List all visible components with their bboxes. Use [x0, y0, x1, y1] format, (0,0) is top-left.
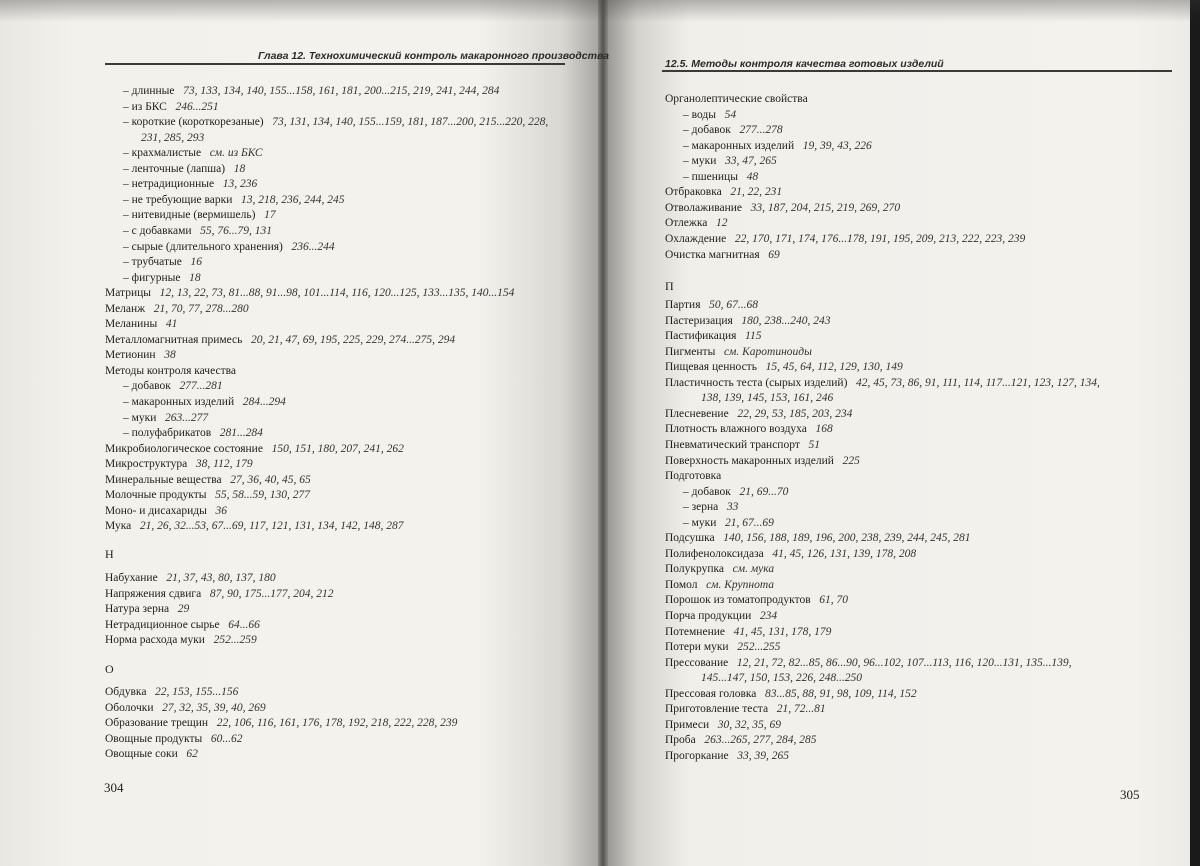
index-entry [123, 379, 223, 393]
index-pages: 27, 32, 35, 39, 40, 269 [162, 701, 266, 714]
index-pages: 252...259 [213, 634, 257, 647]
index-entry [665, 593, 848, 607]
index-term: Охлаждение [665, 232, 727, 245]
index-pages: 168 [815, 423, 833, 436]
index-entry [105, 571, 276, 585]
right-head-rule [662, 70, 1172, 72]
index-entry [105, 504, 227, 518]
index-entry [105, 473, 311, 487]
index-term: Отлежка [665, 217, 708, 230]
index-pages: 29 [177, 603, 190, 616]
index-pages: 231, 285, 293 [141, 131, 205, 144]
index-pages: 36 [215, 504, 227, 517]
index-entry [105, 618, 260, 632]
index-pages: 27, 36, 40, 45, 65 [230, 473, 311, 486]
index-term: Отбраковка [665, 186, 722, 199]
index-pages: 277...281 [179, 380, 223, 393]
index-term: Натура зерна [105, 603, 170, 616]
index-entry [105, 286, 514, 300]
right-page-number: 305 [1120, 787, 1140, 802]
index-pages: см. Крупнота [706, 578, 775, 591]
index-term: Прогоркание [665, 749, 729, 762]
index-term: Очистка магнитная [665, 248, 760, 261]
index-entry [665, 609, 777, 623]
index-pages: 284...294 [242, 396, 286, 408]
index-term: – крахмалистые [123, 147, 202, 160]
section-letter-n: Н [105, 547, 114, 561]
index-term: – зерна [683, 501, 719, 514]
index-term: – с добавками [123, 224, 192, 237]
index-term: Пневматический транспорт [665, 438, 800, 451]
index-term: Микробиологическое состояние [105, 442, 263, 455]
index-term: – из БКС [123, 100, 167, 113]
index-pages: 55, 58...59, 130, 277 [215, 489, 310, 502]
index-term: Примеси [665, 718, 710, 731]
index-term: Меланины [105, 318, 158, 331]
index-entry [105, 633, 257, 647]
index-entry [105, 732, 242, 746]
index-pages: 252...255 [737, 641, 781, 654]
index-pages: 150, 151, 180, 207, 241, 262 [271, 442, 404, 455]
index-pages: см. из БКС [209, 147, 263, 160]
index-entry [665, 733, 817, 747]
index-entry [105, 364, 236, 378]
index-term: Пигменты [665, 345, 716, 358]
index-term: – воды [683, 108, 716, 121]
index-term: Партия [665, 299, 701, 311]
index-entry [123, 100, 219, 114]
index-term: – нитевидные (вермишель) [123, 209, 256, 222]
index-pages: 41, 45, 131, 178, 179 [733, 625, 832, 638]
index-term: Метионин [105, 349, 156, 362]
index-entry [123, 255, 202, 269]
index-entry [683, 516, 774, 530]
index-term: – добавок [123, 380, 171, 393]
index-entry [665, 469, 721, 483]
index-entry [123, 84, 499, 98]
index-pages: 83...85, 88, 91, 98, 109, 114, 152 [765, 687, 917, 700]
index-term: Оболочки [105, 701, 154, 714]
index-term: – добавок [683, 124, 731, 137]
index-pages: 18 [189, 271, 201, 284]
index-entry [665, 454, 860, 468]
index-pages: 21, 72...81 [776, 703, 826, 716]
index-term: – добавок [683, 485, 731, 498]
index-entry [105, 747, 198, 761]
index-term: – полуфабрикатов [123, 427, 212, 440]
index-pages: 55, 76...79, 131 [200, 224, 273, 237]
index-term: Приготовление теста [665, 703, 769, 716]
index-entry [683, 123, 783, 137]
index-term: Методы контроля качества [105, 364, 236, 377]
index-pages: 62 [186, 748, 198, 761]
index-term: Пластичность теста (сырых изделий) [665, 376, 848, 389]
index-entry [665, 92, 808, 106]
index-entry [701, 671, 862, 685]
index-term: Порошок из томатопродуктов [665, 594, 811, 607]
index-pages: 138, 139, 145, 153, 161, 246 [701, 392, 834, 405]
index-term: – трубчатые [123, 256, 182, 269]
index-entry [123, 224, 272, 238]
index-pages: 21, 26, 32...53, 67...69, 117, 121, 131, 134, 142, 148, 287 [139, 520, 404, 533]
index-pages: 13, 236 [222, 178, 258, 191]
index-entry [105, 519, 404, 533]
index-entry [123, 411, 208, 425]
index-entry [683, 108, 736, 122]
index-term: Овощные продукты [105, 732, 203, 745]
index-pages: 61, 70 [819, 594, 849, 607]
index-term: – нетрадиционные [123, 178, 215, 191]
index-entry [665, 625, 831, 639]
index-pages: 33, 47, 265 [725, 155, 777, 168]
index-term: Обдувка [105, 686, 147, 698]
index-term: Микроструктура [105, 458, 188, 471]
index-entry [123, 395, 286, 409]
index-pages: 38 [164, 349, 176, 362]
section-letter-p: П [665, 279, 674, 293]
index-pages: 225 [842, 454, 860, 467]
index-pages: 33, 39, 265 [737, 749, 790, 762]
index-entry [105, 348, 176, 362]
index-term: Моно- и дисахариды [105, 504, 207, 517]
index-term: Овощные соки [105, 748, 178, 761]
index-term: Прессовая головка [665, 687, 757, 700]
index-entry [105, 587, 333, 601]
index-entry [683, 170, 758, 184]
index-pages: 234 [759, 610, 778, 622]
index-pages: 50, 67...68 [709, 299, 758, 311]
index-pages: 263...277 [165, 411, 209, 424]
index-entry [683, 139, 872, 153]
index-entry [665, 201, 900, 215]
index-entry [683, 154, 777, 168]
index-entry [665, 298, 758, 312]
index-entry [665, 749, 789, 763]
index-entry [123, 146, 263, 160]
index-pages: см. Каротиноиды [723, 345, 812, 358]
index-pages: 16 [190, 256, 202, 269]
index-term: Набухание [105, 572, 158, 584]
index-pages: 263...265, 277, 284, 285 [704, 734, 817, 747]
index-pages: 281...284 [219, 427, 263, 440]
index-term: Полифенолоксидаза [665, 547, 764, 560]
index-pages: 21, 37, 43, 80, 137, 180 [166, 572, 276, 584]
index-entry [701, 391, 833, 405]
index-pages: 33 [726, 501, 739, 514]
index-term: – короткие (короткорезаные) [123, 116, 264, 129]
index-entry [123, 426, 263, 440]
index-term: Проба [665, 734, 696, 747]
left-running-head: Глава 12. Технохимический контроль макаронного производства [258, 50, 610, 62]
index-pages: 22, 170, 171, 174, 176...178, 191, 195, 209, 213, 222, 223, 239 [734, 232, 1026, 245]
index-term: Пищевая ценность [665, 361, 757, 374]
index-pages: 51 [808, 438, 820, 451]
index-entry [683, 485, 788, 499]
index-entry [105, 488, 310, 502]
index-entry [105, 333, 455, 347]
index-entry [123, 208, 276, 222]
index-pages: 20, 21, 47, 69, 195, 225, 229, 274...275, 294 [251, 333, 456, 346]
index-pages: 64...66 [228, 618, 260, 631]
index-entry [665, 407, 852, 421]
index-entry [665, 687, 917, 701]
index-entry [123, 240, 335, 254]
index-pages: 48 [746, 170, 759, 183]
index-pages: 87, 90, 175...177, 204, 212 [209, 587, 334, 600]
index-pages: 60...62 [210, 732, 243, 745]
index-term: Подсушка [665, 532, 715, 545]
index-term: Металломагнитная примесь [105, 333, 243, 346]
index-term: Пастеризация [665, 314, 733, 327]
index-entry [665, 376, 1100, 390]
index-entry [123, 271, 201, 285]
index-entry [123, 162, 245, 176]
index-pages: см. мука [732, 563, 775, 576]
index-term: Мука [105, 520, 132, 533]
index-entry [665, 656, 1072, 670]
book-gutter [598, 0, 608, 866]
index-pages: 73, 131, 134, 140, 155...159, 181, 187...200, 215...220, 228, [272, 116, 549, 129]
index-entry [105, 716, 457, 730]
index-pages: 236...244 [291, 240, 335, 253]
index-pages: 21, 69...70 [739, 485, 789, 498]
index-pages: 33, 187, 204, 215, 219, 269, 270 [750, 201, 901, 214]
index-entry [665, 718, 781, 732]
index-term: – длинные [123, 85, 175, 97]
index-term: – ленточные (лапша) [123, 162, 226, 175]
index-entry [665, 314, 831, 328]
index-term: Матрицы [105, 287, 151, 300]
index-term: Минеральные вещества [105, 473, 222, 486]
index-pages: 22, 106, 116, 161, 176, 178, 192, 218, 222, 228, 239 [216, 717, 458, 730]
index-entry [665, 329, 761, 343]
index-pages: 145...147, 150, 153, 226, 248...250 [701, 672, 862, 685]
index-entry [123, 177, 257, 191]
index-term: Молочные продукты [105, 489, 207, 502]
index-entry [105, 701, 266, 715]
index-pages: 17 [264, 209, 276, 222]
left-page [0, 0, 598, 866]
index-entry [105, 442, 404, 456]
index-pages: 30, 32, 35, 69 [717, 718, 782, 731]
index-pages: 42, 45, 73, 86, 91, 111, 114, 117...121, 123, 127, 134, [856, 376, 1100, 389]
index-pages: 13, 218, 236, 244, 245 [241, 193, 345, 206]
index-pages: 21, 22, 231 [730, 186, 783, 199]
index-entry [665, 185, 782, 199]
index-term: Полукрупка [665, 563, 724, 576]
index-entry [665, 216, 727, 230]
index-entry [665, 578, 774, 592]
index-pages: 38, 112, 179 [195, 458, 253, 471]
index-pages: 19, 39, 43, 226 [802, 139, 872, 152]
index-entry [105, 317, 177, 331]
index-term: Меланж [105, 302, 146, 315]
index-pages: 41, 45, 126, 131, 139, 178, 208 [772, 547, 917, 560]
index-pages: 54 [724, 108, 737, 121]
section-letter-o: О [105, 662, 114, 676]
index-entry [683, 500, 738, 514]
index-entry [105, 685, 238, 699]
index-term: Прессование [665, 656, 729, 669]
index-term: Органолептические свойства [665, 93, 808, 105]
index-term: – макаронных изделий [683, 139, 795, 152]
index-term: Потемнение [665, 625, 725, 638]
cover-edge [1190, 0, 1200, 866]
index-entry [665, 438, 820, 452]
index-entry [105, 457, 253, 471]
index-pages: 73, 133, 134, 140, 155...158, 161, 181, 200...215, 219, 241, 244, 284 [183, 85, 500, 97]
index-term: – муки [683, 155, 717, 168]
index-entry [123, 115, 548, 129]
index-entry [665, 232, 1025, 246]
index-term: Подготовка [665, 470, 722, 483]
index-entry [665, 562, 774, 576]
index-term: – сырые (длительного хранения) [123, 240, 283, 253]
index-term: – муки [123, 411, 157, 424]
index-pages: 21, 70, 77, 278...280 [153, 302, 249, 315]
index-pages: 12 [715, 217, 728, 230]
index-entry [665, 531, 971, 545]
index-entry [665, 345, 812, 359]
index-pages: 12, 21, 72, 82...85, 86...90, 96...102, 107...113, 116, 120...131, 135...139, [736, 656, 1072, 669]
index-entry [105, 602, 189, 616]
index-pages: 69 [768, 248, 780, 261]
index-term: Напряжения сдвига [105, 587, 202, 600]
index-term: – макаронных изделий [123, 396, 235, 408]
index-pages: 246...251 [175, 100, 219, 113]
index-term: – пшеницы [683, 170, 738, 183]
index-pages: 41 [165, 318, 178, 331]
index-entry [665, 702, 826, 716]
index-pages: 115 [745, 330, 762, 343]
index-pages: 12, 13, 22, 73, 81...88, 91...98, 101...114, 116, 120...125, 133...135, 140...154 [159, 287, 515, 300]
left-head-rule [105, 63, 565, 65]
index-term: Пастификация [665, 330, 737, 343]
index-entry [665, 640, 780, 654]
index-entry [665, 248, 780, 262]
index-entry [141, 131, 204, 145]
index-entry [665, 360, 903, 374]
index-term: Образование трещин [105, 717, 209, 730]
index-pages: 21, 67...69 [725, 516, 774, 529]
index-term: – фигурные [123, 271, 181, 284]
index-term: Норма расхода муки [105, 634, 205, 647]
index-entry [665, 547, 916, 561]
index-entry [105, 302, 249, 316]
index-pages: 15, 45, 64, 112, 129, 130, 149 [765, 361, 903, 374]
index-entry [665, 422, 833, 436]
index-pages: 180, 238...240, 243 [741, 314, 831, 327]
index-pages: 18 [233, 162, 246, 175]
index-term: Порча продукции [665, 610, 752, 622]
index-term: Помол [665, 578, 698, 591]
index-term: Потери муки [665, 641, 729, 654]
index-pages: 22, 29, 53, 185, 203, 234 [737, 407, 853, 420]
index-term: Плесневение [665, 407, 729, 420]
index-pages: 22, 153, 155...156 [155, 686, 239, 698]
index-term: Нетрадиционное сырье [105, 618, 220, 631]
left-page-number: 304 [104, 780, 124, 795]
index-term: Отволаживание [665, 201, 743, 214]
index-term: Плотность влажного воздуха [665, 423, 807, 436]
right-running-head: 12.5. Методы контроля качества готовых изделий [665, 58, 944, 70]
index-pages: 277...278 [739, 124, 783, 137]
index-entry [123, 193, 345, 207]
index-term: – не требующие варки [123, 193, 233, 206]
index-pages: 140, 156, 188, 189, 196, 200, 238, 239, 244, 245, 281 [723, 532, 971, 545]
index-term: Поверхность макаронных изделий [665, 454, 834, 467]
index-term: – муки [683, 516, 717, 529]
